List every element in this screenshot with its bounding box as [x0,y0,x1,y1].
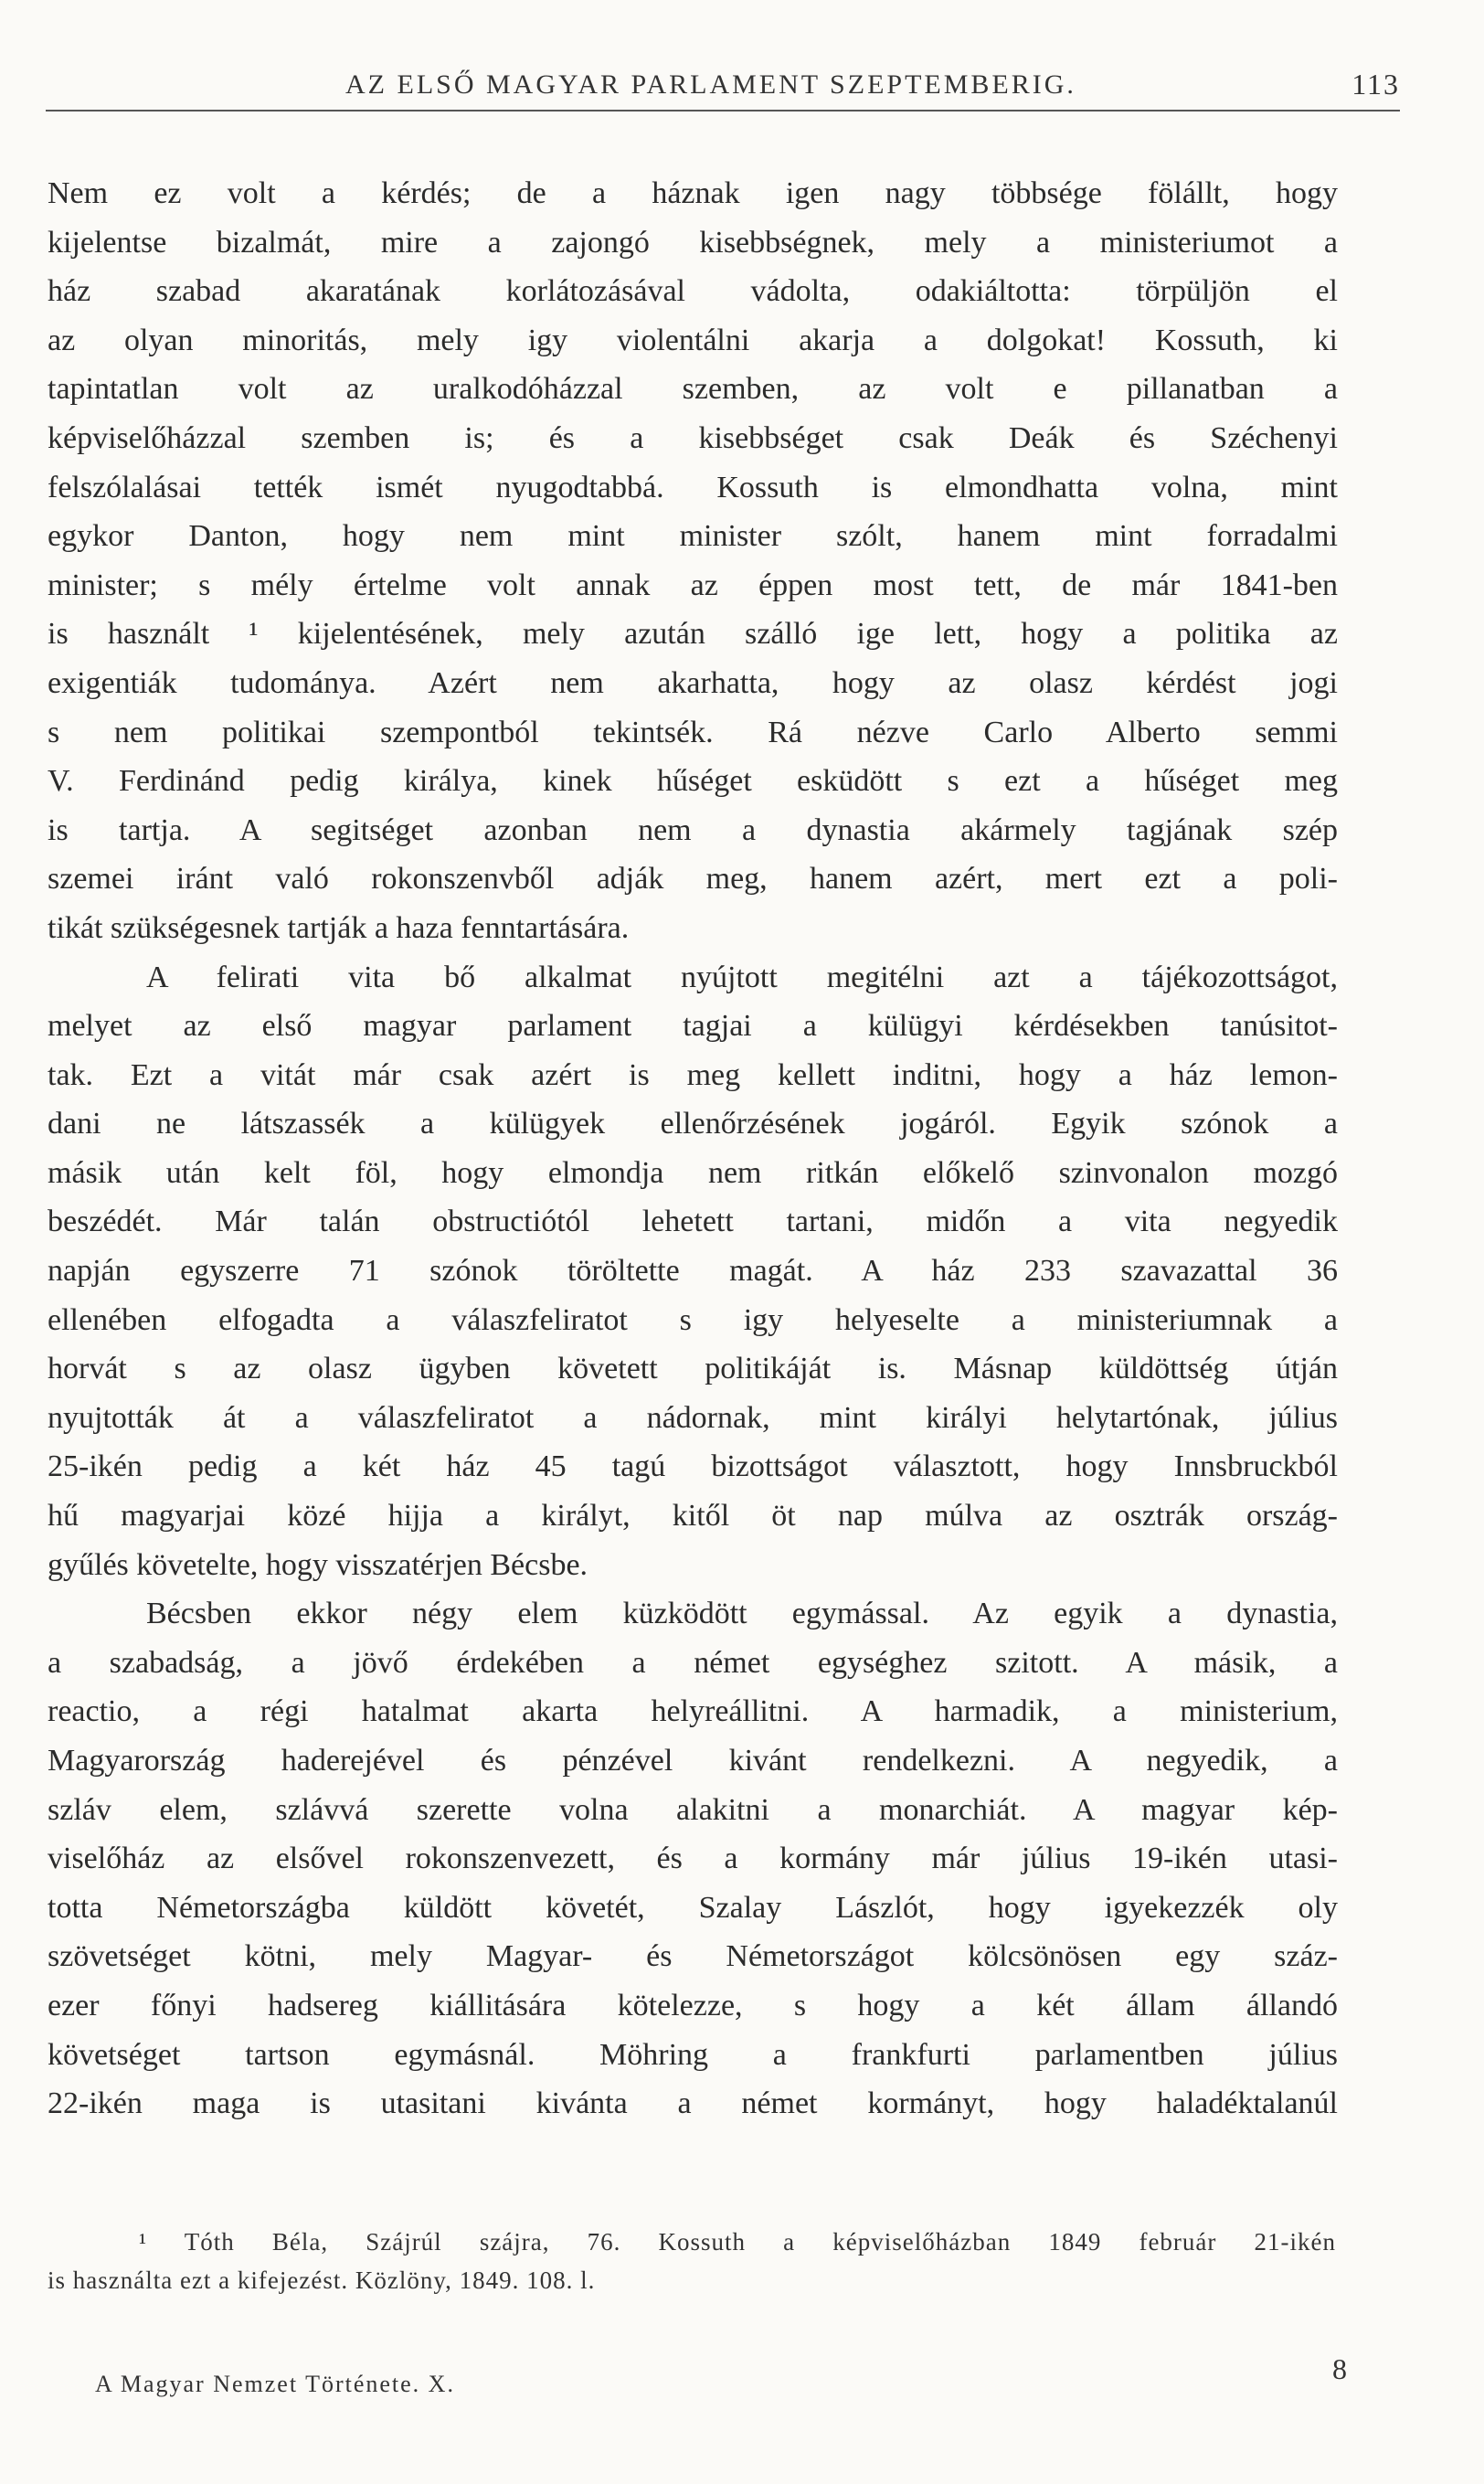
body-line: dani ne látszassék a külügyek ellenőrzésének jogáról. Egyik szónok a [48,1107,1338,1141]
body-line: viselőház az elsővel rokonszenvezett, és a kormány már július 19-ikén utasi- [48,1842,1338,1876]
body-line: V. Ferdinánd pedig királya, kinek hűséget esküdött s ezt a hűséget meg [48,764,1338,799]
body-line: melyet az első magyar parlament tagjai a külügyi kérdésekben tanúsitot- [48,1009,1338,1044]
body-line: ellenében elfogadta a válaszfeliratot s igy helyeselte a ministeriumnak a [48,1302,1338,1337]
body-line: Bécsben ekkor négy elem küzködött egymással. Az egyik a dynastia, [146,1597,1338,1631]
body-line: szemei iránt való rokonszenvből adják meg, hanem azért, mert ezt a poli- [48,862,1338,897]
body-line: az olyan minoritás, mely igy violentálni akarja a dolgokat! Kossuth, ki [48,323,1338,357]
footnote [48,2223,1336,2299]
body-line: Magyarország haderejével és pénzével kivánt rendelkezni. A negyedik, a [48,1744,1338,1778]
body-line: hű magyarjai közé hijja a királyt, kitől öt nap múlva az osztrák ország- [48,1499,1338,1534]
body-line: egykor Danton, hogy nem mint minister szólt, hanem mint forradalmi [48,519,1338,554]
body-line: is tartja. A segitséget azonban nem a dynastia akármely tagjának szép [48,812,1338,847]
body-line: reactio, a régi hatalmat akarta helyreállitni. A harmadik, a ministerium, [48,1694,1338,1729]
body-line: kijelentse bizalmát, mire a zajongó kisebbségnek, mely a ministeriumot a [48,225,1338,260]
body-line: felszólalásai tették ismét nyugodtabbá. Kossuth is elmondhatta volna, mint [48,470,1338,504]
signature-mark: 8 [1332,2352,1347,2385]
footer-book-title: A Magyar Nemzet Története. X. [95,2371,455,2397]
footnote-line: is használta ezt a kifejezést. Közlöny, 1849. 108. l. [48,2266,596,2294]
body-line: tikát szükségesnek tartják a haza fenntartására. [48,910,630,945]
body-line: ezer főnyi hadsereg kiállitására kötelezze, s hogy a két állam állandó [48,1988,1338,2022]
body-line: követséget tartson egymásnál. Möhring a frankfurti parlamentben július [48,2037,1338,2072]
body-line: szövetséget kötni, mely Magyar- és Németországot kölcsönösen egy száz- [48,1939,1338,1974]
body-line: horvát s az olasz ügyben követett politikáját is. Másnap küldöttség útján [48,1352,1338,1386]
footnote-line: ¹ Tóth Béla, Szájrúl szájra, 76. Kossuth a képviselőházban 1849 február 21-ikén [139,2228,1336,2256]
body-line: Nem ez volt a kérdés; de a háznak igen nagy többsége fölállt, hogy [48,176,1338,210]
body-line: gyűlés követelte, hogy visszatérjen Bécsbe. [48,1547,588,1582]
body-line: totta Németországba küldött követét, Szalay Lászlót, hogy igyekezzék oly [48,1890,1338,1925]
body-line: szláv elem, szlávvá szerette volna alakitni a monarchiát. A magyar kép- [48,1792,1338,1827]
body-line: exigentiák tudománya. Azért nem akarhatta, hogy az olasz kérdést jogi [48,665,1338,700]
body-line: is használt ¹ kijelentésének, mely azután szálló ige lett, hogy a politika az [48,617,1338,652]
body-line: nyujtották át a válaszfeliratot a nádornak, mint királyi helytartónak, július [48,1400,1338,1435]
body-line: tak. Ezt a vitát már csak azért is meg kellett inditni, hogy a ház lemon- [48,1057,1338,1092]
running-header-title: AZ ELSŐ MAGYAR PARLAMENT SZEPTEMBERIG. [345,69,1076,100]
body-text [48,169,1338,2128]
running-header [46,64,1400,111]
body-line: A felirati vita bő alkalmat nyújtott megitélni azt a tájékozottságot, [146,960,1338,994]
body-line: képviselőházzal szemben is; és a kisebbséget csak Deák és Széchenyi [48,420,1338,455]
body-line: ház szabad akaratának korlátozásával vádolta, odakiáltotta: törpüljön el [48,274,1338,309]
body-line: napján egyszerre 71 szónok töröltette magát. A ház 233 szavazattal 36 [48,1254,1338,1289]
body-line: 22-ikén maga is utasitani kivánta a német kormányt, hogy haladéktalanúl [48,2086,1338,2121]
page-number: 113 [1352,68,1400,101]
body-line: a szabadság, a jövő érdekében a német egységhez szitott. A másik, a [48,1645,1338,1680]
body-line: s nem politikai szempontból tekintsék. Rá nézve Carlo Alberto semmi [48,715,1338,749]
body-line: másik után kelt föl, hogy elmondja nem ritkán előkelő szinvonalon mozgó [48,1155,1338,1190]
body-line: tapintatlan volt az uralkodóházzal szemben, az volt e pillanatban a [48,372,1338,407]
body-line: beszédét. Már talán obstructiótól lehetett tartani, midőn a vita negyedik [48,1205,1338,1239]
body-line: minister; s mély értelme volt annak az éppen most tett, de már 1841-ben [48,568,1338,602]
body-line: 25-ikén pedig a két ház 45 tagú bizottságot választott, hogy Innsbruckból [48,1449,1338,1484]
